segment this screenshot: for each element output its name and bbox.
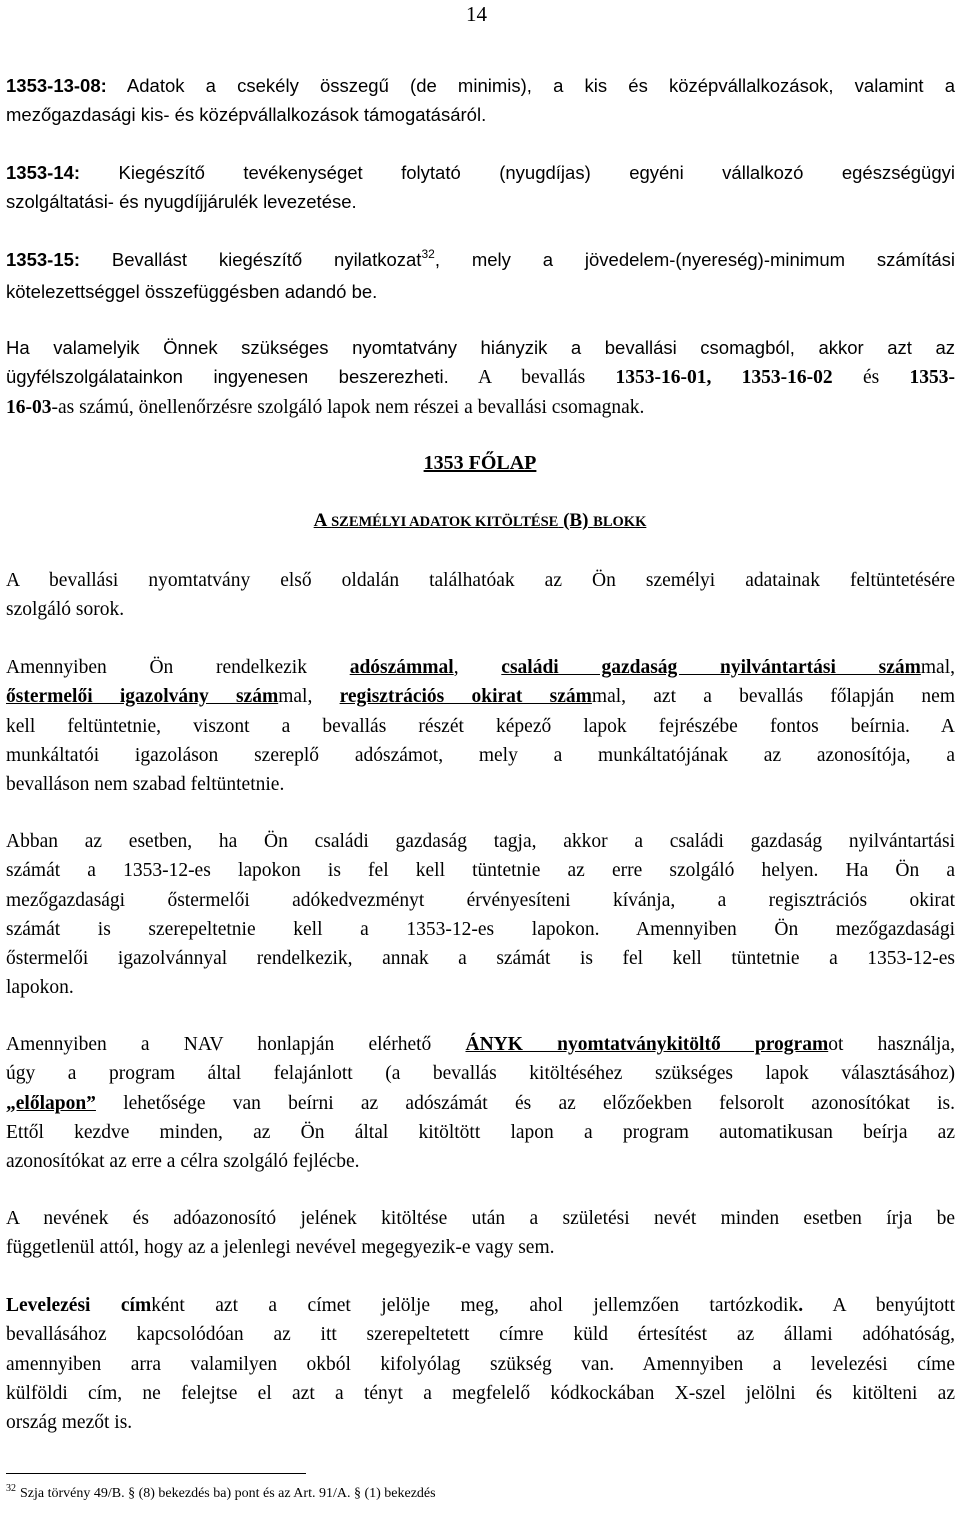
text: számát is szerepeltetnie kell a 1353-12-es lapokon. Amennyiben Ön mezőgazdasági: [6, 918, 955, 940]
text: mezőgazdasági kis- és középvállalkozások támogatásáról.: [6, 104, 487, 126]
text: bevalláson nem szabad feltüntetnie.: [6, 774, 285, 796]
text: kell feltüntetnie, viszont a bevallás részét képező lapok fejrészébe fontos beírnia. A: [6, 715, 955, 737]
form-code: 16-03: [6, 396, 52, 418]
text: Ha valamelyik Önnek szükséges nyomtatvány hiányzik a bevallási csomagból, akkor azt az: [6, 337, 955, 358]
text: őstermelői igazolvánnyal rendelkezik, annak a számát is fel kell tüntetnie a 1353-12-es: [6, 948, 955, 970]
text: ügyfélszolgálatainkon ingyenesen beszerezheti.: [6, 366, 449, 388]
page-number: 14: [466, 2, 487, 26]
emphasis: ÁNYK nyomtatványkitöltő program: [465, 1034, 829, 1055]
text: Abban az esetben, ha Ön családi gazdaság tagja, akkor a családi gazdaság nyilvántartási: [6, 831, 955, 852]
emphasis: Levelezési cím: [6, 1295, 152, 1316]
emphasis: őstermelői igazolvány szám: [6, 686, 279, 708]
text: lapokon.: [6, 977, 74, 999]
text: úgy a program által felajánlott (a bevallás kitöltéséhez szükséges lapok választásához): [6, 1063, 955, 1085]
paragraph-family-farm: [6, 827, 955, 1003]
form-code: 1353-14:: [6, 162, 81, 183]
text: A nevének és adóazonosító jelének kitöltése után a születési nevét minden esetben írja be: [6, 1208, 955, 1229]
footnote: [6, 1483, 436, 1502]
footnote-reference[interactable]: 32: [421, 247, 435, 261]
text: mal, azt a bevallás főlapján nem: [591, 686, 955, 708]
text: mal,: [278, 686, 340, 708]
text: A bevallási nyomtatvány első oldalán találhatóak az Ön személyi adatainak feltüntetésére: [6, 570, 955, 591]
text: Ettől kezdve minden, az Ön által kitöltött lapon a program automatikusan beírja az: [6, 1121, 955, 1143]
text: ként azt a címet jelölje meg, ahol jellemzően tartózkodik: [151, 1295, 799, 1316]
text: szolgáló sorok.: [6, 599, 125, 621]
text: függetlenül attól, hogy az a jelenlegi nevével megegyezik-e vagy sem.: [6, 1237, 555, 1259]
text: Amennyiben Ön rendelkezik: [6, 657, 350, 678]
text: külföldi cím, ne felejtse el azt a tényt a megfelelő kódkockában X-szel jelölni és kitölteni az: [6, 1382, 955, 1404]
emphasis: „előlapon”: [6, 1092, 96, 1114]
text: -as számú, önellenőrzésre szolgáló lapok nem részei a bevallási csomagnak.: [51, 396, 645, 418]
text: bevallásához kapcsolódóan az itt szerepeltetett címre küld értesítést az állami adóhatóság,: [6, 1324, 955, 1346]
text: szolgáltatási- és nyugdíjjárulék levezetése.: [6, 191, 357, 213]
text: .: [798, 1295, 804, 1316]
text: mezőgazdasági őstermelői adókedvezményt érvényesíteni kívánja, a regisztrációs okirat: [6, 889, 955, 911]
paragraph-1353-13-08: [6, 71, 955, 130]
text: Adatok a csekély összegű (de minimis), a kis és középvállalkozások, valamint a: [106, 75, 955, 96]
text: A bevallás: [448, 367, 616, 389]
form-code: 1353-15:: [6, 249, 81, 270]
form-code: 1353-: [909, 367, 956, 389]
emphasis: regisztrációs okirat szám: [339, 686, 592, 708]
footnote-divider: [6, 1473, 306, 1474]
emphasis: családi gazdaság nyilvántartási szám: [501, 657, 921, 678]
paragraph-1353-15: [6, 245, 955, 307]
form-code: 1353-13-08:: [6, 75, 107, 96]
text: munkáltatói igazoláson szereplő adószámot, mely a munkáltatójának az azonosítója, a: [6, 744, 955, 766]
text: kötelezettséggel összefüggésben adandó be.: [6, 281, 378, 303]
paragraph-anyk-program: [6, 1030, 955, 1176]
paragraph-mailing-address: [6, 1291, 955, 1437]
text: SZEMÉLYI ADATOK KITÖLTÉSE: [331, 514, 559, 530]
text: A benyújtott: [803, 1295, 956, 1316]
text: amennyiben arra valamilyen okból kifolyólag szükség van. Amennyiben a levelezési címe: [6, 1353, 955, 1375]
paragraph-1353-14: [6, 158, 955, 217]
paragraph-birth-name: [6, 1204, 955, 1263]
text: Amennyiben a NAV honlapján elérhető: [6, 1034, 466, 1055]
text: lehetősége van beírni az adószámát és az előzőekben felsorolt azonosítókat is.: [95, 1092, 955, 1114]
text: BLOKK: [593, 514, 647, 530]
text: Bevallást kiegészítő nyilatkozat: [80, 249, 422, 270]
emphasis: adószámmal: [349, 657, 454, 678]
section-heading: 1353 FŐLAP: [423, 452, 537, 474]
text: A: [313, 510, 332, 531]
text: azonosítókat az erre a célra szolgáló fejlécbe.: [6, 1151, 360, 1173]
footnote-number: 32: [6, 1483, 16, 1494]
paragraph-tax-numbers: [6, 653, 955, 799]
paragraph-missing-forms: [6, 333, 955, 422]
text: és: [832, 367, 910, 389]
text: (B): [558, 510, 594, 531]
text: mal,: [920, 657, 956, 678]
text: ,: [453, 657, 502, 678]
text: ország mezőt is.: [6, 1412, 133, 1434]
text: ot használja,: [828, 1034, 955, 1055]
paragraph-personal-data: [6, 566, 955, 625]
footnote-text: Szja törvény 49/B. § (8) bekezdés ba) pont és az Art. 91/A. § (1) bekezdés: [20, 1486, 436, 1501]
text: Kiegészítő tevékenységet folytató (nyugdíjas) egyéni vállalkozó egészségügyi: [80, 162, 955, 183]
text: számát a 1353-12-es lapokon is fel kell tüntetnie az erre szolgáló helyen. Ha Ön a: [6, 860, 955, 882]
form-codes: 1353-16-01, 1353-16-02: [615, 367, 833, 389]
text: , mely a jövedelem-(nyereség)-minimum számítási: [434, 249, 956, 270]
block-heading: [0, 510, 960, 532]
